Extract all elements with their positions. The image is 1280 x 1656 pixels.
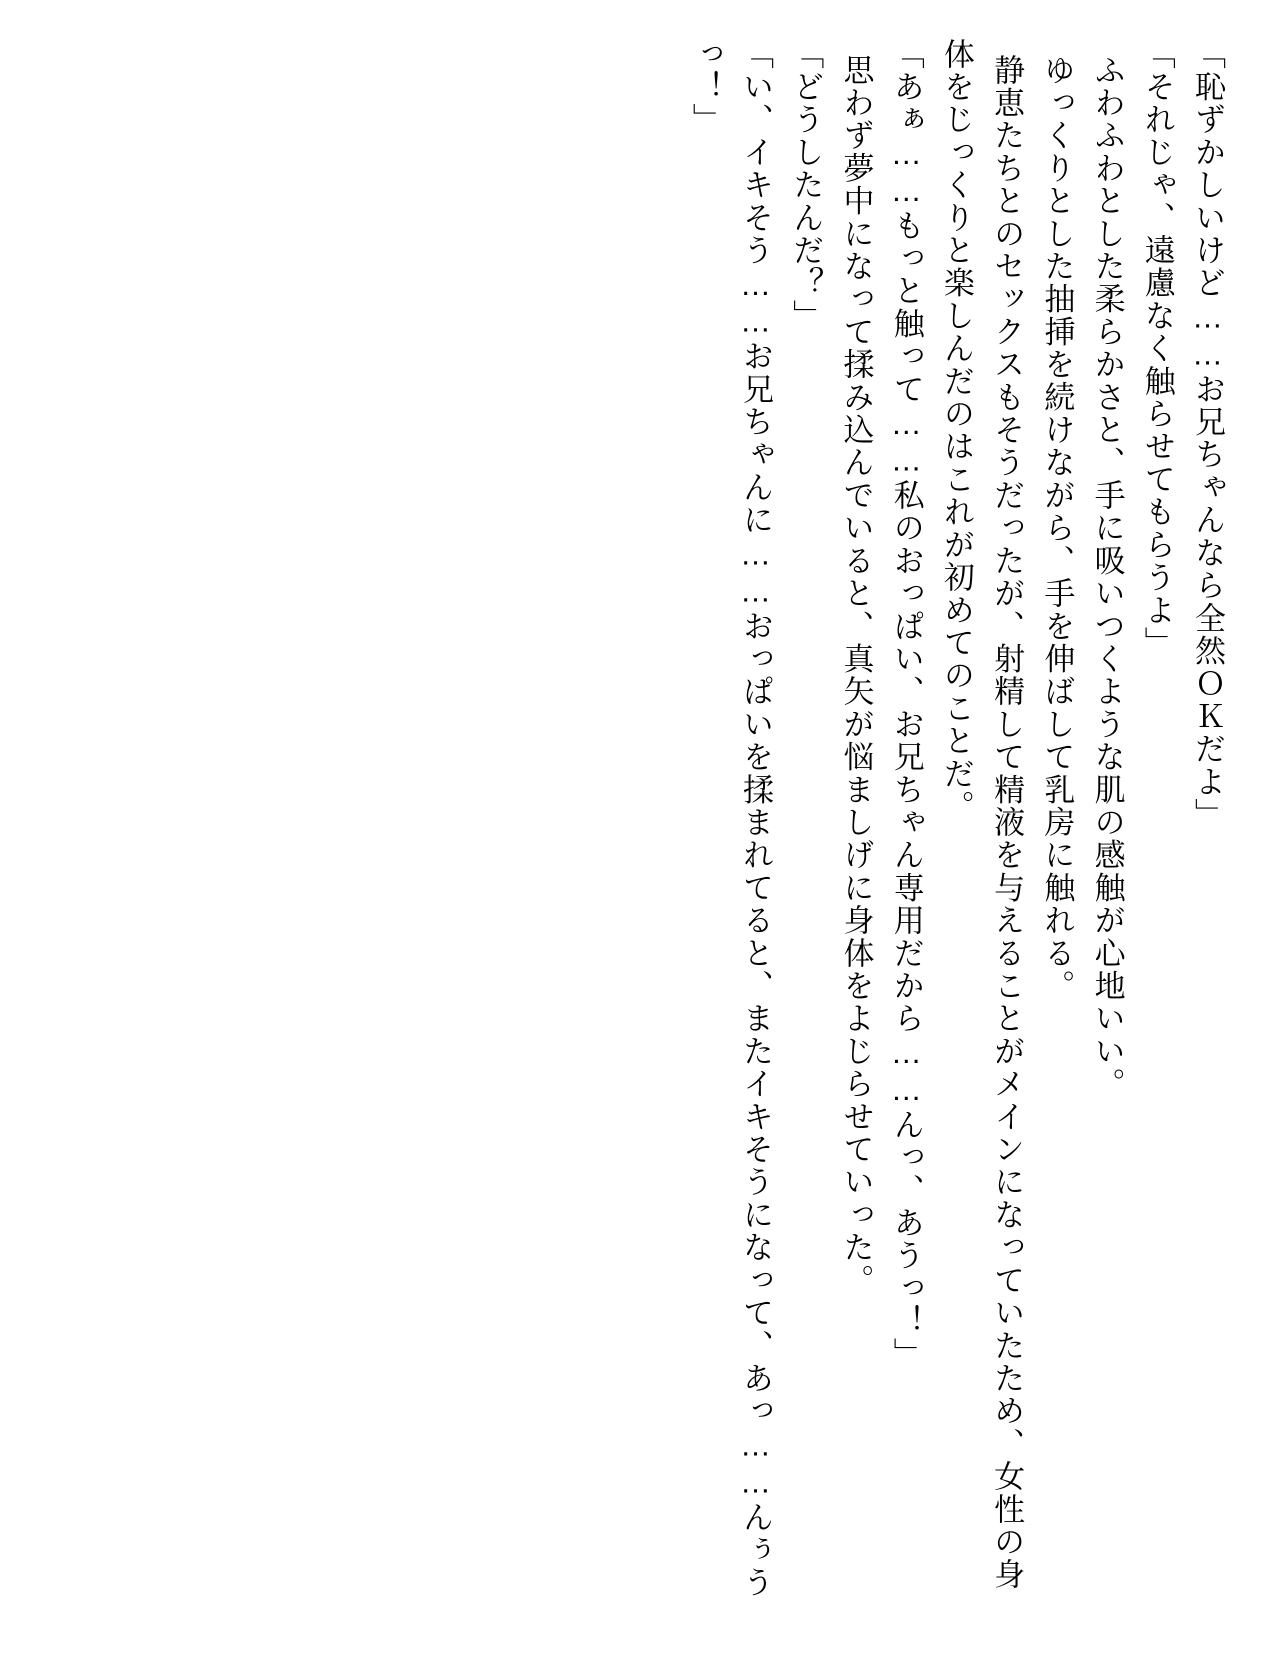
paragraph: 「それじゃ、遠慮なく触らせてもらうよ」 (1139, 38, 1175, 660)
paragraph: 「恥ずかしいけど……お兄ちゃんなら全然ＯＫだよ」 (1190, 38, 1225, 831)
paragraph: 「あぁ……もっと触って……私のおっぱい、お兄ちゃん専用だから……んっ、あうっ！」 (888, 38, 924, 1371)
paragraph: ふわふわとした柔らかさと、手に吸いつくような肌の感触が心地いい。 (1089, 53, 1125, 1101)
paragraph: 思わず夢中になって揉み込んでいると、真矢が悩ましげに身体をよじらせていった。 (838, 53, 874, 1297)
paragraph: 「どうしたんだ？」 (788, 38, 824, 333)
paragraph: 静恵たちとのセックスもそうだったが、射精して精液を与えることがメインになっていたため、女性の身体をじっくりと楽しんだのはこれが初めてのことだ。 (938, 38, 1025, 1591)
paragraph: ゆっくりとした抽挿を続けながら、手を伸ばして乳房に触れる。 (1039, 53, 1075, 1002)
paragraph: 「い、イキそう……お兄ちゃんに……おっぱいを揉まれてると、またイキそうになって、あっ……んぅうっ！」 (687, 38, 774, 1600)
vertical-text-body (48, 38, 1232, 1616)
